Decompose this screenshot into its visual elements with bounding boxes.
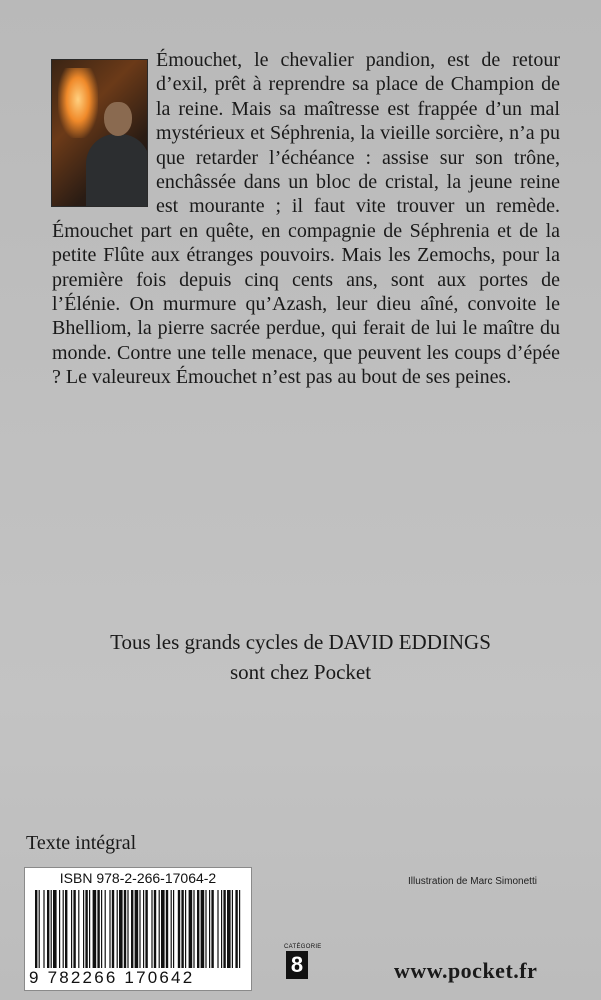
barcode-bar: [135, 890, 139, 968]
barcode-bar: [211, 890, 213, 968]
barcode-bar: [53, 890, 57, 968]
barcode-bar: [119, 890, 123, 968]
barcode-bar: [71, 890, 72, 968]
barcode-bars: [35, 890, 241, 970]
barcode-bar: [47, 890, 49, 968]
barcode-bar: [78, 890, 79, 968]
barcode-bar: [97, 890, 99, 968]
barcode-bar: [173, 890, 174, 968]
barcode-bar: [178, 890, 180, 968]
barcode-bar: [159, 890, 160, 968]
barcode-bar: [63, 890, 64, 968]
barcode-bar: [83, 890, 84, 968]
barcode-bar: [239, 890, 240, 968]
barcode-bar: [39, 890, 40, 968]
isbn-number: ISBN 978-2-266-17064-2: [59, 870, 217, 886]
barcode-bar: [117, 890, 118, 968]
promo-line-1: Tous les grands cycles de DAVID EDDINGS: [110, 630, 491, 654]
blurb-text: Émouchet, le chevalier pandion, est de retour d’exil, prêt à reprendre sa place de Champion de la reine. Mais sa maîtresse est frappée d’un mal mystérieux et Séphrenia, la vieille sorcière, n’a pu que retarder l’échéance : assise sur son trône, enchâssée dans un bloc de cristal, la jeune reine est mourante ; il faut vite trouver un remède. Émouchet part en quête, en compagnie de Séphrenia et de la petite Flûte aux étranges pouvoirs. Mais les Zemochs, pour la première fois depuis cinq cents ans, sont aux portes de l’Élénie. On murmure qu’Azash, leur dieu aîné, convoite le Bhelliom, la pierre sacrée perdue, qui ferait de lui le maître du monde. Contre une telle menace, que peuvent les coups d’épée ? Le valeureux Émouchet n’est pas au bout de ses peines.: [52, 49, 560, 389]
barcode-bar: [205, 890, 206, 968]
barcode-bar: [143, 890, 144, 968]
website-url: www.pocket.fr: [394, 958, 538, 983]
barcode-bar: [189, 890, 193, 968]
barcode-bar: [51, 890, 52, 968]
ean-digits: 9 782266 170642: [29, 968, 195, 987]
barcode-bar: [109, 890, 110, 968]
barcode-bar: [131, 890, 133, 968]
barcode-bar: [65, 890, 67, 968]
barcode-bar: [221, 890, 222, 968]
barcode-bar: [185, 890, 186, 968]
barcode-bar: [139, 890, 140, 968]
barcode-bar: [235, 890, 237, 968]
barcode-bar: [197, 890, 199, 968]
barcode-bar: [105, 890, 106, 968]
barcode-bar: [223, 890, 225, 968]
barcode-bar: [112, 890, 114, 968]
promo-line-2: sont chez Pocket: [229, 660, 372, 684]
texte-integral-label: Texte intégral: [26, 832, 137, 854]
barcode-bar: [166, 890, 168, 968]
barcode-bar: [161, 890, 165, 968]
category-badge: [284, 944, 322, 979]
barcode-bar: [181, 890, 183, 968]
illustration-credit: Illustration de Marc Simonetti: [408, 876, 537, 887]
barcode-bar: [89, 890, 90, 968]
barcode-bar: [127, 890, 128, 968]
barcode-bar: [171, 890, 172, 968]
barcode-bar: [217, 890, 218, 968]
barcode-bar: [209, 890, 210, 968]
barcode-bar: [35, 890, 37, 968]
category-label: CATÉGORIE: [284, 944, 322, 950]
category-number: 8: [286, 951, 308, 979]
barcode-bar: [232, 890, 233, 968]
barcode-bar: [124, 890, 126, 968]
barcode-bar: [201, 890, 205, 968]
barcode-bar: [93, 890, 97, 968]
barcode-bar: [151, 890, 152, 968]
barcode-box: [25, 868, 251, 990]
barcode-bar: [101, 890, 102, 968]
barcode-bar: [43, 890, 44, 968]
barcode-bar: [154, 890, 156, 968]
barcode-bar: [73, 890, 75, 968]
barcode-bar: [145, 890, 147, 968]
barcode-bar: [85, 890, 87, 968]
barcode-bar: [227, 890, 231, 968]
barcode-bar: [59, 890, 60, 968]
barcode-bar: [193, 890, 194, 968]
